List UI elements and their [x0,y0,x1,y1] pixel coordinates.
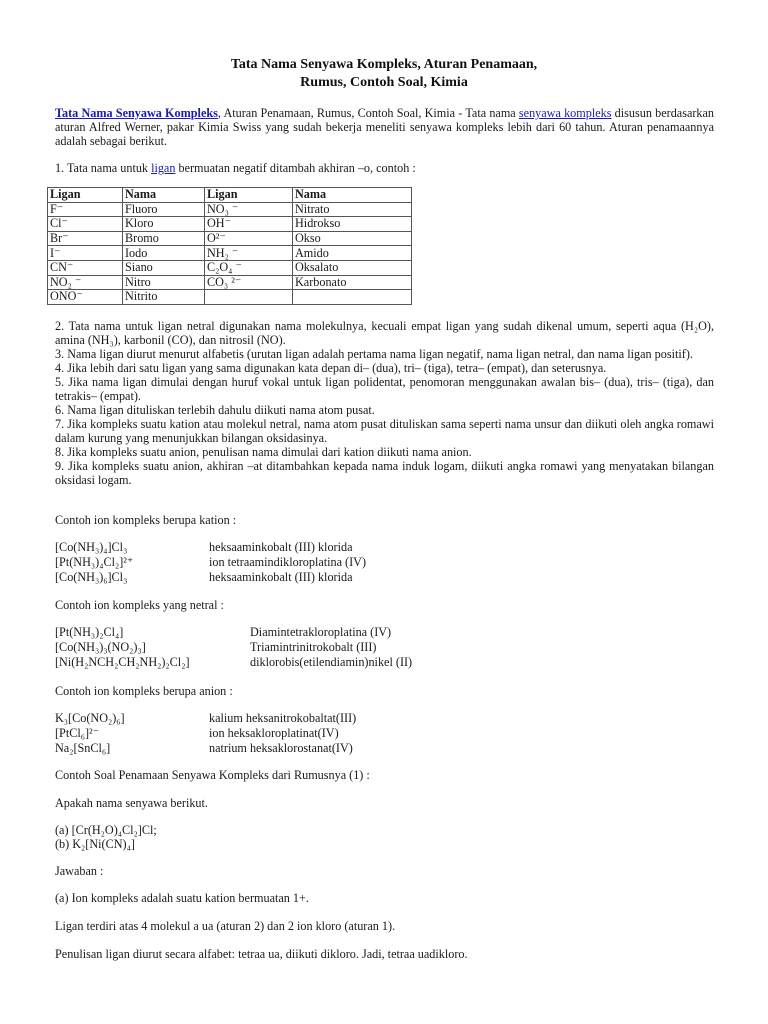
example-row [55,640,714,655]
table-cell: NH₂ ⁻ [205,246,293,261]
table-cell: F⁻ [48,202,123,217]
table-row [48,231,412,246]
cation-heading: Contoh ion kompleks berupa kation : [55,513,237,527]
ligand-table [47,187,412,305]
table-cell: Nitro [123,275,205,290]
table-cell: Iodo [123,246,205,261]
example-row [55,555,714,570]
formula: Na₂[SnCl₆] [55,741,111,755]
compound-name: ion tetraamindikloroplatina (IV) [209,555,367,569]
answer-order-line: Penulisan ligan diurut secara alfabet: tetraa ua, diikuti dikloro. Jadi, tetraa uadikloro. [55,947,468,961]
table-row [48,202,412,217]
table-cell: O²⁻ [205,231,293,246]
rule-item: 4. Jika lebih dari satu ligan yang sama digunakan kata depan di– (dua), tri– (tiga), tetra– (empat), dan seterusnya. [55,361,607,375]
cation-examples [55,540,714,585]
formula: [Pt(NH₃)₄Cl₂]²⁺ [55,555,134,569]
example-item-a: (a) [Cr(H₂O)₄Cl₂]Cl; [55,823,157,837]
rule-1-suffix: bermuatan negatif ditambah akhiran –o, contoh : [175,161,416,175]
table-row [48,290,412,305]
table-header-cell: Ligan [205,188,293,203]
formula: [PtCl₆]²⁻ [55,726,100,740]
rule-item: 6. Nama ligan dituliskan terlebih dahulu diikuti nama atom pusat. [55,403,375,417]
example-row [55,655,714,670]
neutral-heading: Contoh ion kompleks yang netral : [55,598,224,612]
rule-item: 5. Jika nama ligan dimulai dengan huruf vokal untuk ligan polidentat, penomoran menggunakan awalan bis– (dua), tris– (tiga), dan tetrakis– (empat). [55,375,714,403]
table-header-cell: Ligan [48,188,123,203]
table-row [48,260,412,275]
rule-item: 8. Jika kompleks suatu anion, penulisan nama dimulai dari kation diikuti nama anion. [55,445,472,459]
table-cell: C₂O₄ ⁻ [205,260,293,275]
table-cell: Oksalato [293,260,412,275]
compound-name: ion heksakloroplatinat(IV) [209,726,339,740]
compound-name: Diamintetrakloroplatina (IV) [250,625,392,639]
table-cell: Br⁻ [48,231,123,246]
intro-link-senyawa-kompleks[interactable]: senyawa kompleks [518,106,612,120]
table-cell: Hidrokso [293,217,412,232]
table-cell: NO₃ ⁻ [205,202,293,217]
table-cell: Karbonato [293,275,412,290]
table-cell: ONO⁻ [48,290,123,305]
example-question: Apakah nama senyawa berikut. [55,796,208,810]
table-cell: Siano [123,260,205,275]
intro-paragraph [55,106,714,148]
intro-text-1: , Aturan Penamaan, Rumus, Contoh Soal, Kimia - Tata nama [217,106,519,120]
table-cell [293,290,412,305]
rule-item: 7. Jika kompleks suatu kation atau molekul netral, nama atom pusat dituliskan sama seperti nama unsur dan diikuti oleh angka romawi dalam kurung yang menunjukkan bilangan oksidasinya. [55,417,714,445]
compound-name: diklorobis(etilendiamin)nikel (II) [250,655,413,669]
answer-ligand-line: Ligan terdiri atas 4 molekul a ua (aturan 2) dan 2 ion kloro (aturan 1). [55,919,396,933]
anion-examples [55,711,714,756]
rule-1 [55,161,714,175]
table-cell: NO₂ ⁻ [48,275,123,290]
ligan-link[interactable]: ligan [151,161,176,175]
rule-item: 3. Nama ligan diurut menurut alfabetis (urutan ligan adalah pertama nama ligan negatif, nama ligan netral, dan nama ligan positif). [55,347,693,361]
table-cell: Nitrito [123,290,205,305]
table-cell: I⁻ [48,246,123,261]
table-cell: Fluoro [123,202,205,217]
table-cell: Cl⁻ [48,217,123,232]
compound-name: natrium heksaklorostanat(IV) [209,741,353,755]
formula: [Co(NH₃)₃(NO₂)₃] [55,640,146,654]
rule-1-prefix: 1. Tata nama untuk [55,161,152,175]
table-header-cell: Nama [293,188,412,203]
compound-name: kalium heksanitrokobaltat(III) [209,711,357,725]
table-row [48,246,412,261]
table-cell: CO₃ ²⁻ [205,275,293,290]
table-header-cell: Nama [123,188,205,203]
table-cell: Okso [293,231,412,246]
table-cell: Bromo [123,231,205,246]
example-row [55,625,714,640]
anion-heading: Contoh ion kompleks berupa anion : [55,684,233,698]
rules-list [55,319,714,487]
table-row [48,217,412,232]
page-title [0,56,768,92]
example-row [55,570,714,585]
table-cell: Kloro [123,217,205,232]
intro-text-2: disusun berdasarkan aturan Alfred Werner, pakar Kimia Swiss yang sudah bekerja meneliti senyawa kompleks lebih dari 60 tahun. Aturan penamaannya adalah sebagai berikut. [55,106,715,148]
answer-a: (a) Ion kompleks adalah suatu kation bermuatan 1+. [55,891,309,905]
example-item-b: (b) K₂[Ni(CN)₄] [55,837,135,851]
table-cell: Nitrato [293,202,412,217]
compound-name: heksaaminkobalt (III) klorida [209,570,353,584]
neutral-examples [55,625,714,670]
formula: K₃[Co(NO₂)₆] [55,711,125,725]
table-cell: OH⁻ [205,217,293,232]
table-cell [205,290,293,305]
table-cell: CN⁻ [48,260,123,275]
example-row [55,540,714,555]
formula: [Ni(H₂NCH₂CH₂NH₂)₂Cl₂] [55,655,190,669]
compound-name: heksaaminkobalt (III) klorida [209,540,353,554]
compound-name: Triamintrinitrokobalt (III) [250,640,377,654]
formula: [Co(NH₃)₆]Cl₃ [55,570,128,584]
rule-item: 9. Jika kompleks suatu anion, akhiran –at ditambahkan kepada nama induk logam, diikuti angka romawi yang menyatakan bilangan oksidasi logam. [55,459,714,487]
formula: [Co(NH₃)₄]Cl₃ [55,540,128,554]
title-line-2: Rumus, Contoh Soal, Kimia [300,75,468,90]
formula: [Pt(NH₃)₂Cl₄] [55,625,124,639]
title-line-1: Tata Nama Senyawa Kompleks, Aturan Penamaan, [230,57,538,72]
example-row [55,741,714,756]
example-row [55,711,714,726]
intro-link-title[interactable]: Tata Nama Senyawa Kompleks [55,106,218,120]
example-row [55,726,714,741]
table-row [48,275,412,290]
table-cell: Amido [293,246,412,261]
table-header-row [48,188,412,203]
rule-item: 2. Tata nama untuk ligan netral digunakan nama molekulnya, kecuali empat ligan yang sudah dikenal umum, seperti aqua (H₂O), amina (NH₃), karbonil (CO), dan nitrosil (NO). [55,319,714,347]
example-heading: Contoh Soal Penamaan Senyawa Kompleks dari Rumusnya (1) : [55,768,370,782]
answer-label: Jawaban : [55,864,104,878]
